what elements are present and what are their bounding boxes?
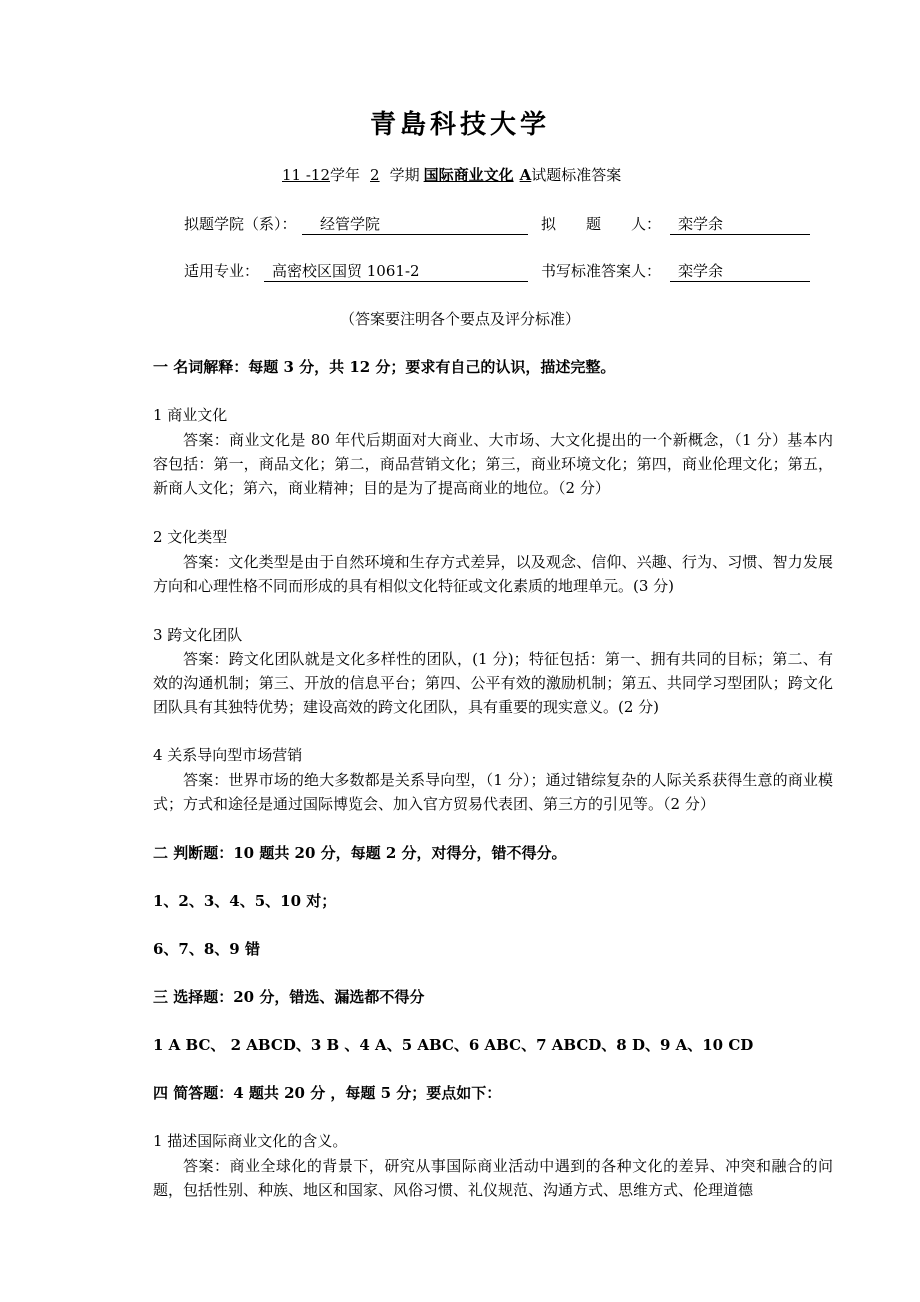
item1-answer: 答案：商业文化是 80 年代后期面对大商业、大市场、大文化提出的一个新概念，（1 分）基本内容包括：第一，商品文化；第二，商品营销文化；第三，商业环境文化；第四，商业伦理文化；第五，新商人文化；第六，商业精神；目的是为了提高商业的地位。（2 分） — [153, 431, 833, 497]
course-name: 国际商业文化 — [423, 166, 514, 184]
term-value: 2 — [370, 166, 380, 184]
item3-title: 3 跨文化团队 — [153, 626, 243, 644]
college-value: 经管学院 — [302, 213, 528, 235]
writer-label: 书写标准答案人： — [541, 262, 662, 280]
setter-field — [670, 213, 810, 235]
major-label: 适用专业： — [184, 262, 260, 280]
major-value: 高密校区国贸 1061-2 — [264, 260, 528, 282]
grading-note: （答案要注明各个要点及评分标准） — [339, 310, 580, 328]
choice-answers: 1 A BC、 2 ABCD、3 B 、4 A、5 ABC、6 ABC、7 ABCD、8 D、9 A、10 CD — [153, 1036, 754, 1054]
short-answer1-text: 答案：商业全球化的背景下，研究从事国际商业活动中遇到的各种文化的差异、冲突和融合的问题，包括性别、种族、地区和国家、风俗习惯、礼仪规范、沟通方式、思维方式、伦理道德 — [153, 1157, 833, 1199]
item1-title: 1 商业文化 — [153, 406, 228, 424]
university-logo-text: 青島科技大学 — [369, 110, 550, 140]
college-field — [302, 213, 528, 235]
item4-title: 4 关系导向型市场营销 — [153, 746, 303, 764]
false-answers: 6、7、8、9 错 — [153, 940, 260, 958]
title-suffix: 试题标准答案 — [531, 166, 622, 184]
short-answer1-title: 1 描述国际商业文化的含义。 — [153, 1132, 348, 1150]
exam-title-line — [282, 164, 621, 185]
writer-field — [670, 260, 810, 282]
section2-heading: 二 判断题：10 题共 20 分，每题 2 分，对得分，错不得分。 — [153, 844, 567, 862]
term-suffix: 学期 — [389, 166, 420, 184]
writer-value: 栾学余 — [670, 260, 810, 282]
setter-label: 拟 题 人： — [541, 215, 662, 233]
section3-heading: 三 选择题：20 分，错选、漏选都不得分 — [153, 988, 425, 1006]
true-answers: 1、2、3、4、5、10 对； — [153, 892, 337, 910]
setter-value: 栾学余 — [670, 213, 810, 235]
paper-type: A — [519, 166, 532, 184]
major-field — [264, 260, 528, 282]
item2-answer: 答案：文化类型是由于自然环境和生存方式差异，以及观念、信仰、兴趣、行为、习惯、智力发展方向和心理性格不同而形成的具有相似文化特征或文化素质的地理单元。(3 分) — [153, 553, 833, 595]
item4-answer: 答案：世界市场的绝大多数都是关系导向型，（1 分）；通过错综复杂的人际关系获得生意的商业模式；方式和途径是通过国际博览会、加入官方贸易代表团、第三方的引见等。（2 分） — [153, 771, 833, 813]
section1-heading: 一 名词解释：每题 3 分，共 12 分；要求有自己的认识，描述完整。 — [153, 358, 616, 376]
section4-heading: 四 简答题：4 题共 20 分 ，每题 5 分；要点如下： — [153, 1084, 502, 1102]
college-label: 拟题学院（系）： — [184, 215, 297, 233]
item3-answer: 答案：跨文化团队就是文化多样性的团队，(1 分)；特征包括：第一、拥有共同的目标；第二、有效的沟通机制；第三、开放的信息平台；第四、公平有效的激励机制；第五、共同学习型团队；跨文化团队具有其独特优势；建设高效的跨文化团队，具有重要的现实意义。(2 分) — [153, 650, 833, 716]
year-value: 11 -12 — [282, 166, 331, 184]
item2-title: 2 文化类型 — [153, 528, 228, 546]
year-suffix: 学年 — [330, 166, 361, 184]
